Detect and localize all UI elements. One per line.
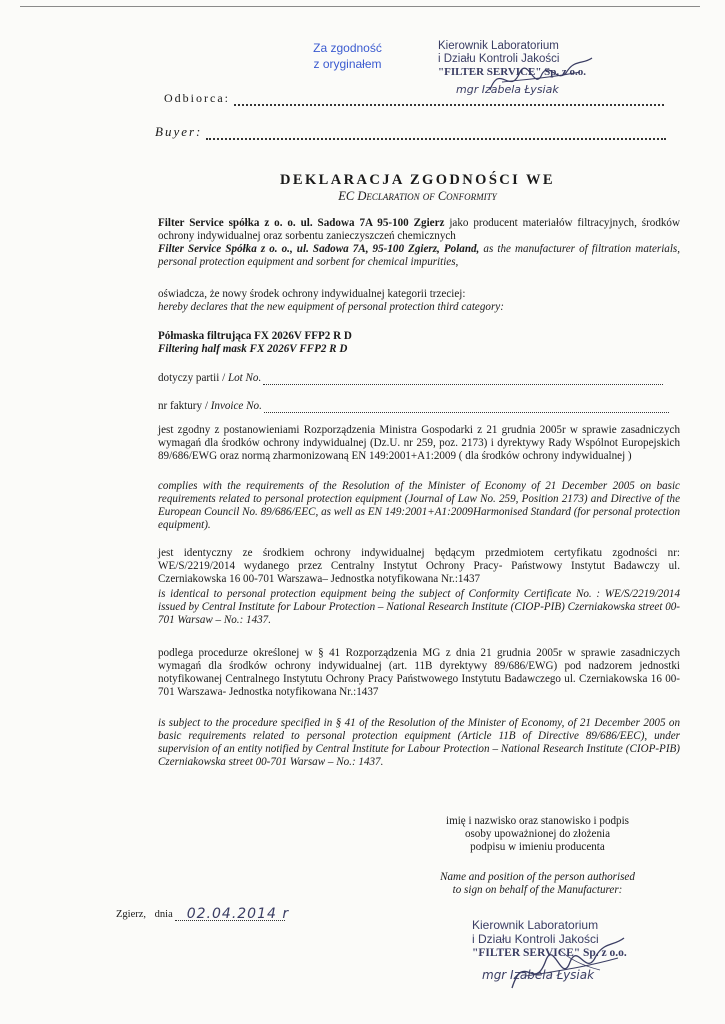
invoice-label-en: Invoice No. [210, 400, 262, 412]
document-subtitle: EC Declaration of Conformity [338, 189, 497, 203]
signatory-pl-line2: osoby upoważnionej do złożenia [464, 828, 611, 840]
place-text: Zgierz, [116, 909, 147, 920]
stamp-bottom-line2: i Działu Kontroli Jakości [472, 932, 599, 946]
invoice-label-pl: nr faktury [158, 400, 203, 412]
invoice-row: nr faktury / Invoice No. [158, 400, 680, 413]
lot-row: dotyczy partii / Lot No. [158, 372, 680, 385]
manufacturer-pl-text: jako producent materiałów filtracyjnych, środków ochrony indywidualnej oraz sorbentu zanieczyszczeń chemicznych [158, 217, 680, 242]
certified-copy-stamp [300, 40, 395, 72]
identical-pl: jest identyczny ze środkiem ochrony indywidualnej będącym przedmiotem certyfikatu zgodności nr: WE/S/2219/2014 wydanego przez Centralny Instytut Ochrony Pracy- Państwowy Instytut Badawczy ul. Czerniakowska 16 00-701 Warszawa– Jednostka notyfikowana Nr.:1437 [158, 547, 680, 585]
compliance-en: complies with the requirements of the Resolution of the Minister of Economy of 21 December 2005 on basic requirements related to personal protection equipment (Journal of Law No. 259, Position 2173) and Directive of the European Council No. 89/686/EEC, as well as EN 149:2001+A1:2009Harmonised Standard (for personal protection equipment). [158, 480, 680, 531]
signatory-pl [430, 815, 645, 854]
recipient-field[interactable] [234, 104, 664, 106]
certified-copy-line1: Za zgodność [313, 41, 382, 55]
declares-en: hereby declares that the new equipment of personal protection third category: [158, 301, 504, 313]
recipient-label: Odbiorca: [164, 91, 230, 105]
signatory-pl-line1: imię i nazwisko oraz stanowisko i podpis [445, 815, 630, 827]
stamp-top-line2: i Działu Kontroli Jakości [438, 53, 560, 65]
stamp-top-line1: Kierownik Laboratorium [438, 40, 559, 52]
lot-label-pl: dotyczy partii [158, 372, 220, 384]
scan-top-edge [20, 6, 700, 7]
signature-bottom-icon [500, 930, 630, 1000]
product-pl: Półmaska filtrująca FX 2026V FFP2 R D [158, 330, 352, 342]
stamp-top-line4: mgr Izabela Łysiak [456, 83, 559, 96]
manufacturer-en [158, 243, 680, 269]
declares-pl: oświadcza, że nowy środek ochrony indywidualnej kategorii trzeciej: [158, 288, 466, 300]
identical-en: is identical to personal protection equipment being the subject of Conformity Certificate No. : WE/S/2219/2014 issued by Central Institute for Labour Protection – National Research Institute (CIOP-PIB) Czerniakowska street 00-701 Warsaw – No.: 1437. [158, 588, 680, 626]
signatory-pl-line3: podpisu w imieniu producenta [470, 841, 605, 853]
invoice-field[interactable] [264, 412, 669, 413]
procedure-pl: podlega procedurze określonej w § 41 Rozporządzenia MG z dnia 21 grudnia 2005r w sprawie zasadniczych wymagań dla środków ochrony indywidualnej (art. 11B dyrektywy 89/686/EWG) pod nadzorem jednostki notyfikowanej Centralnego Instytutu Ochrony Pracy Państwowego Instytutu Badawczego ul. Czerniakowska 16 00-701 Warszawa- Jednostka notyfikowana Nr.:1437 [158, 647, 680, 698]
stamp-top-line3: "FILTER SERVICE" Sp. z o.o. [438, 66, 587, 78]
buyer-label: Buyer: [155, 124, 203, 139]
document-title: DEKLARACJA ZGODNOŚCI WE [280, 172, 555, 188]
stamp-bottom-line3: "FILTER SERVICE" Sp. z o.o. [472, 947, 627, 959]
manufacturer-en-name: Filter Service Spółka z o. o., ul. Sadowa 7A, 95-100 Zgierz, Poland, [158, 243, 480, 255]
lot-field[interactable] [263, 384, 663, 385]
date-label: dnia [154, 909, 173, 920]
recipient-row [164, 91, 676, 106]
manufacturer-pl [158, 217, 680, 243]
place-date-row [116, 908, 316, 921]
stamp-bottom-line1: Kierownik Laboratorium [472, 918, 599, 932]
certified-copy-line2: z oryginałem [313, 57, 382, 71]
product-en: Filtering half mask FX 2026V FFP2 R D [158, 343, 348, 355]
procedure-en: is subject to the procedure specified in § 41 of the Resolution of the Minister of Economy, of 21 December 2005 on basic requirements related to personal protection equipment (Article 11B of Directive 89/686/EEC), under supervision of an entity notified by Central Institute for Labour Protection – National Research Institute (CIOP-PIB) Czerniakowska street 00-701 Warsaw – No.: 1437. [158, 717, 680, 768]
buyer-field[interactable] [206, 138, 666, 140]
signatory-en [425, 871, 650, 897]
stamp-bottom-line4: mgr Izabela Łysiak [482, 968, 595, 982]
buyer-row [155, 124, 677, 140]
signatory-en-line2: to sign on behalf of the Manufacturer: [452, 884, 623, 896]
compliance-pl: jest zgodny z postanowieniami Rozporządzenia Ministra Gospodarki z 21 grudnia 2005r w sprawie zasadniczych wymagań dla środków ochrony indywidualnej (Dz.U. nr 259, poz. 2173) i dyrektywy Rady Wspólnot Europejskich 89/686/EWG oraz normą zharmonizowaną EN 149:2001+A1:2009 ( dla środków ochrony indywidualnej ) [158, 424, 680, 462]
manufacturer-en-text: as the manufacturer of filtration materials, personal protection equipment and sorbent for chemical impurities, [158, 243, 680, 268]
signatory-en-line1: Name and position of the person authorised [440, 871, 635, 883]
date-value: 02.04.2014 r [186, 906, 290, 922]
lot-label-en: Lot No. [227, 372, 262, 384]
manufacturer-pl-name: Filter Service spółka z o. o. ul. Sadowa 7A 95-100 Zgierz [158, 217, 445, 229]
date-field [175, 906, 290, 922]
